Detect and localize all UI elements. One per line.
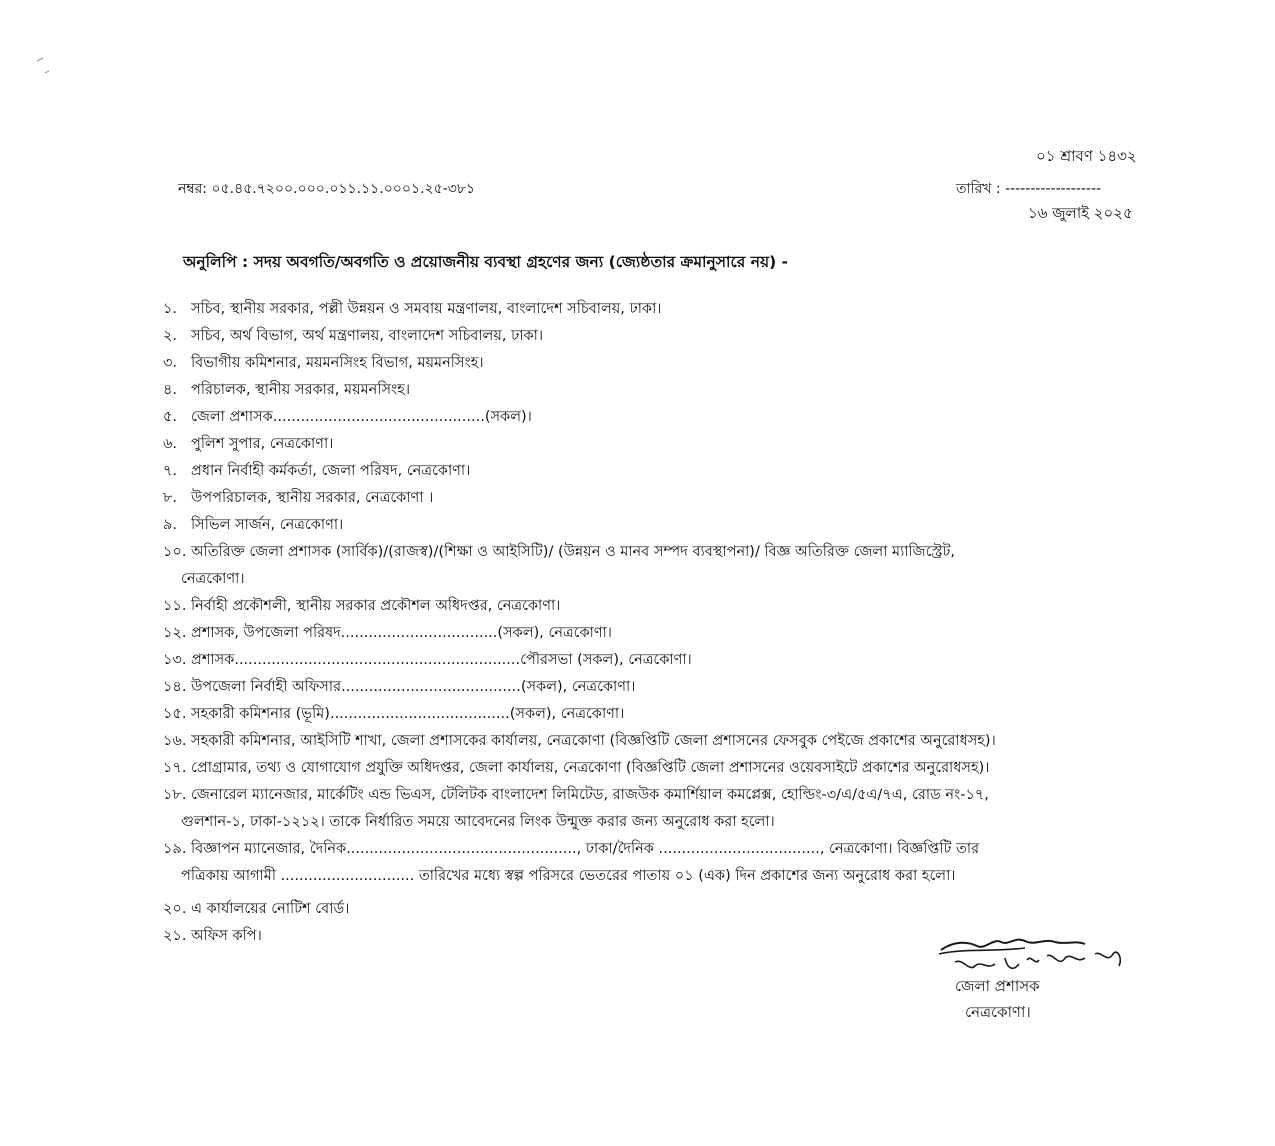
item-number: ১৫. — [163, 706, 187, 722]
date-bengali: ০১ শ্রাবণ ১৪৩২ — [1036, 147, 1137, 165]
date-english: ১৬ জুলাই ২০২৫ — [1028, 204, 1133, 222]
item-number: ৬. — [163, 436, 178, 452]
copy-heading: অনুলিপি : সদয় অবগতি/অবগতি ও প্রয়োজনীয় ব্যবস্থা গ্রহণের জন্য (জ্যেষ্ঠতার ক্রমানুসারে নয়) - — [183, 253, 788, 271]
item-text: জেনারেল ম্যানেজার, মার্কেটিং এন্ড ভিএস, টেলিটক বাংলাদেশ লিমিটেড, রাজউক কমার্শিয়াল কমপ্লেক্স, হোল্ডিং-৩/এ/৫এ/৭এ, রোড নং-১৭, — [191, 787, 989, 803]
item-text: জেলা প্রশাসক..............................................(সকল)। — [191, 409, 532, 425]
list-item — [163, 674, 1183, 701]
signer-place: নেত্রকোণা। — [965, 1003, 1031, 1021]
item-text: সহকারী কমিশনার (ভূমি).......................................(সকল), নেত্রকোণা। — [191, 706, 625, 722]
list-item — [163, 701, 1183, 728]
list-item — [163, 728, 1183, 755]
list-item — [163, 647, 1183, 674]
recipient-list — [163, 296, 1183, 950]
list-item — [163, 836, 1183, 890]
item-number: ১. — [163, 301, 178, 317]
item-number: ৭. — [163, 463, 178, 479]
list-item — [163, 620, 1183, 647]
item-text: পরিচালক, স্থানীয় সরকার, ময়মনসিংহ। — [191, 382, 411, 398]
item-number: ১৩. — [163, 652, 187, 668]
memo-number: নম্বর: ০৫.৪৫.৭২০০.০০০.০১১.১১.০০০১.২৫-৩৮১ — [178, 181, 476, 197]
item-number: ১৯. — [163, 841, 187, 857]
item-number: ১০. — [163, 544, 187, 560]
list-item — [163, 896, 1183, 923]
item-text: বিভাগীয় কমিশনার, ময়মনসিংহ বিভাগ, ময়মনসিংহ। — [191, 355, 484, 371]
item-text: সচিব, অর্থ বিভাগ, অর্থ মন্ত্রণালয়, বাংলাদেশ সচিবালয়, ঢাকা। — [191, 328, 544, 344]
item-number: ৮. — [163, 490, 178, 506]
item-text: অফিস কপি। — [191, 928, 262, 944]
item-text-continued: পত্রিকায় আগামী ............................. তারিখের মধ্যে স্বল্প পরিসরে ভেতরের পাতায় ০১ (এক) দিন প্রকাশের জন্য অনুরোধ করা হলো। — [181, 868, 956, 884]
list-item — [163, 377, 1183, 404]
item-text: প্রশাসক..............................................................পৌরসভা (সকল), নেত্রকোণা। — [191, 652, 692, 668]
list-item — [163, 350, 1183, 377]
list-item — [163, 458, 1183, 485]
scan-specks — [35, 55, 65, 95]
list-item — [163, 431, 1183, 458]
item-text: বিজ্ঞাপন ম্যানেজার, দৈনিক.................................................., ঢাকা/দৈনিক ..................................., নেত্রকোণা। বিজ্ঞপ্তিটি তার — [191, 841, 980, 857]
item-number: ১২. — [163, 625, 187, 641]
item-text-continued: গুলশান-১, ঢাকা-১২১২। তাকে নির্ধারিত সময়ে আবেদনের লিংক উন্মুক্ত করার জন্য অনুরোধ করা হলো। — [181, 814, 775, 830]
item-text: এ কার্যালয়ের নোটিশ বোর্ড। — [191, 901, 350, 917]
item-number: ৩. — [163, 355, 178, 371]
item-number: ২০. — [163, 901, 187, 917]
list-item — [163, 485, 1183, 512]
item-text: সহকারী কমিশনার, আইসিটি শাখা, জেলা প্রশাসকের কার্যালয়, নেত্রকোণা (বিজ্ঞপ্তিটি জেলা প্রশাসনের ফেসবুক পেইজে প্রকাশের অনুরোধসহ)। — [191, 733, 996, 749]
item-text: সচিব, স্থানীয় সরকার, পল্লী উন্নয়ন ও সমবায় মন্ত্রণালয়, বাংলাদেশ সচিবালয়, ঢাকা। — [191, 301, 662, 317]
list-item — [163, 512, 1183, 539]
list-item — [163, 296, 1183, 323]
item-text: প্রোগ্রামার, তথ্য ও যোগাযোগ প্রযুক্তি অধিদপ্তর, জেলা কার্যালয়, নেত্রকোণা (বিজ্ঞপ্তিটি জেলা প্রশাসনের ওয়েবসাইটে প্রকাশের অনুরোধসহ)। — [191, 760, 990, 776]
item-text: সিভিল সার্জন, নেত্রকোণা। — [191, 517, 344, 533]
item-number: ১৭. — [163, 760, 187, 776]
item-text: উপজেলা নির্বাহী অফিসার.......................................(সকল), নেত্রকোণা। — [191, 679, 636, 695]
item-number: ২১. — [163, 928, 187, 944]
item-number: ১৮. — [163, 787, 187, 803]
item-number: ৪. — [163, 382, 178, 398]
item-text-continued: নেত্রকোণা। — [181, 571, 245, 587]
item-number: ৯. — [163, 517, 178, 533]
list-item — [163, 323, 1183, 350]
item-number: ১১. — [163, 598, 187, 614]
item-number: ২. — [163, 328, 178, 344]
list-item — [163, 593, 1183, 620]
item-number: ১৪. — [163, 679, 187, 695]
item-text: উপপরিচালক, স্থানীয় সরকার, নেত্রকোণা । — [191, 490, 434, 506]
item-text: পুলিশ সুপার, নেত্রকোণা। — [191, 436, 334, 452]
list-item — [163, 404, 1183, 431]
item-text: নির্বাহী প্রকৌশলী, স্থানীয় সরকার প্রকৌশল অধিদপ্তর, নেত্রকোণা। — [191, 598, 561, 614]
list-item — [163, 755, 1183, 782]
signer-title: জেলা প্রশাসক — [955, 977, 1040, 995]
item-text: প্রধান নির্বাহী কর্মকর্তা, জেলা পরিষদ, নেত্রকোণা। — [191, 463, 471, 479]
item-text: প্রশাসক, উপজেলা পরিষদ..................................(সকল), নেত্রকোণা। — [191, 625, 612, 641]
item-number: ৫. — [163, 409, 178, 425]
item-number: ১৬. — [163, 733, 187, 749]
handwritten-signature — [935, 932, 1135, 980]
item-text: অতিরিক্ত জেলা প্রশাসক (সার্বিক)/(রাজস্ব)/(শিক্ষা ও আইসিটি)/ (উন্নয়ন ও মানব সম্পদ ব্যবস্থাপনা)/ বিজ্ঞ অতিরিক্ত জেলা ম্যাজিস্ট্রেট, — [191, 544, 955, 560]
date-label: তারিখ : ------------------- — [956, 181, 1102, 197]
list-item — [163, 539, 1183, 593]
list-item — [163, 782, 1183, 836]
